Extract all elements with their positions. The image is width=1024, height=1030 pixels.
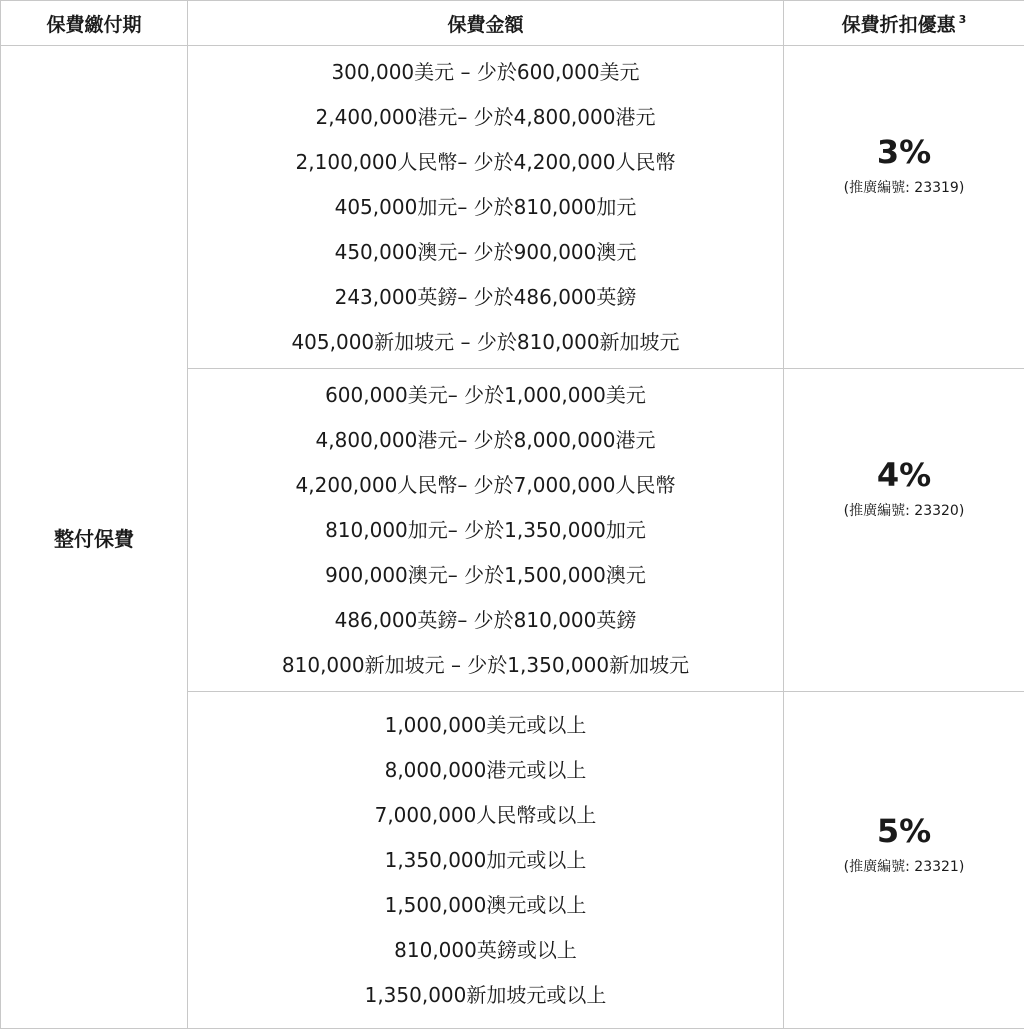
amount-cell-tier-2 xyxy=(188,369,784,692)
amount-line: 300,000美元 – 少於600,000美元 xyxy=(331,59,640,84)
discount-cell-tier-1 xyxy=(784,46,1024,369)
amount-line: 4,800,000港元– 少於8,000,000港元 xyxy=(315,427,656,452)
header-amount: 保費金額 xyxy=(188,1,784,46)
amount-line: 810,000新加坡元 – 少於1,350,000新加坡元 xyxy=(281,652,690,677)
header-term: 保費繳付期 xyxy=(1,1,188,46)
header-row xyxy=(1,1,1024,46)
amount-line: 405,000加元– 少於810,000加元 xyxy=(334,194,637,219)
amount-line: 1,350,000加元或以上 xyxy=(384,847,587,872)
amount-line: 7,000,000人民幣或以上 xyxy=(374,802,597,827)
amount-line: 8,000,000港元或以上 xyxy=(384,757,587,782)
promo-code: (推廣編號: 23321) xyxy=(843,859,965,875)
amount-cell-tier-1 xyxy=(188,46,784,369)
amount-line: 243,000英鎊– 少於486,000英鎊 xyxy=(334,284,637,309)
promo-code: (推廣編號: 23320) xyxy=(843,503,965,519)
table-row xyxy=(1,46,1024,369)
discount-rate: 3% xyxy=(876,133,932,171)
discount-rate: 4% xyxy=(876,456,932,494)
term-cell xyxy=(1,46,188,1029)
amount-line: 450,000澳元– 少於900,000澳元 xyxy=(334,239,637,264)
amount-line: 2,400,000港元– 少於4,800,000港元 xyxy=(315,104,656,129)
amount-line: 4,200,000人民幣– 少於7,000,000人民幣 xyxy=(295,472,676,497)
discount-rate: 5% xyxy=(876,812,932,850)
amount-line: 900,000澳元– 少於1,500,000澳元 xyxy=(325,562,646,587)
footnote-marker: 3 xyxy=(958,13,967,27)
amount-line: 486,000英鎊– 少於810,000英鎊 xyxy=(334,607,637,632)
amount-line: 1,000,000美元或以上 xyxy=(384,712,587,737)
amount-line: 2,100,000人民幣– 少於4,200,000人民幣 xyxy=(295,149,676,174)
discount-cell-tier-3 xyxy=(784,692,1024,1029)
amount-line: 405,000新加坡元 – 少於810,000新加坡元 xyxy=(291,329,680,354)
promo-code: (推廣編號: 23319) xyxy=(843,180,965,196)
amount-line: 810,000英鎊或以上 xyxy=(394,937,577,962)
amount-cell-tier-3 xyxy=(188,692,784,1029)
amount-line: 600,000美元– 少於1,000,000美元 xyxy=(325,382,646,407)
header-discount: 保費折扣優惠 $^3$ xyxy=(784,1,1024,46)
term-label: 整付保費 xyxy=(54,526,134,551)
amount-line: 1,500,000澳元或以上 xyxy=(384,892,587,917)
amount-line: 810,000加元– 少於1,350,000加元 xyxy=(325,517,646,542)
amount-line: 1,350,000新加坡元或以上 xyxy=(364,982,607,1007)
discount-cell-tier-2 xyxy=(784,369,1024,692)
